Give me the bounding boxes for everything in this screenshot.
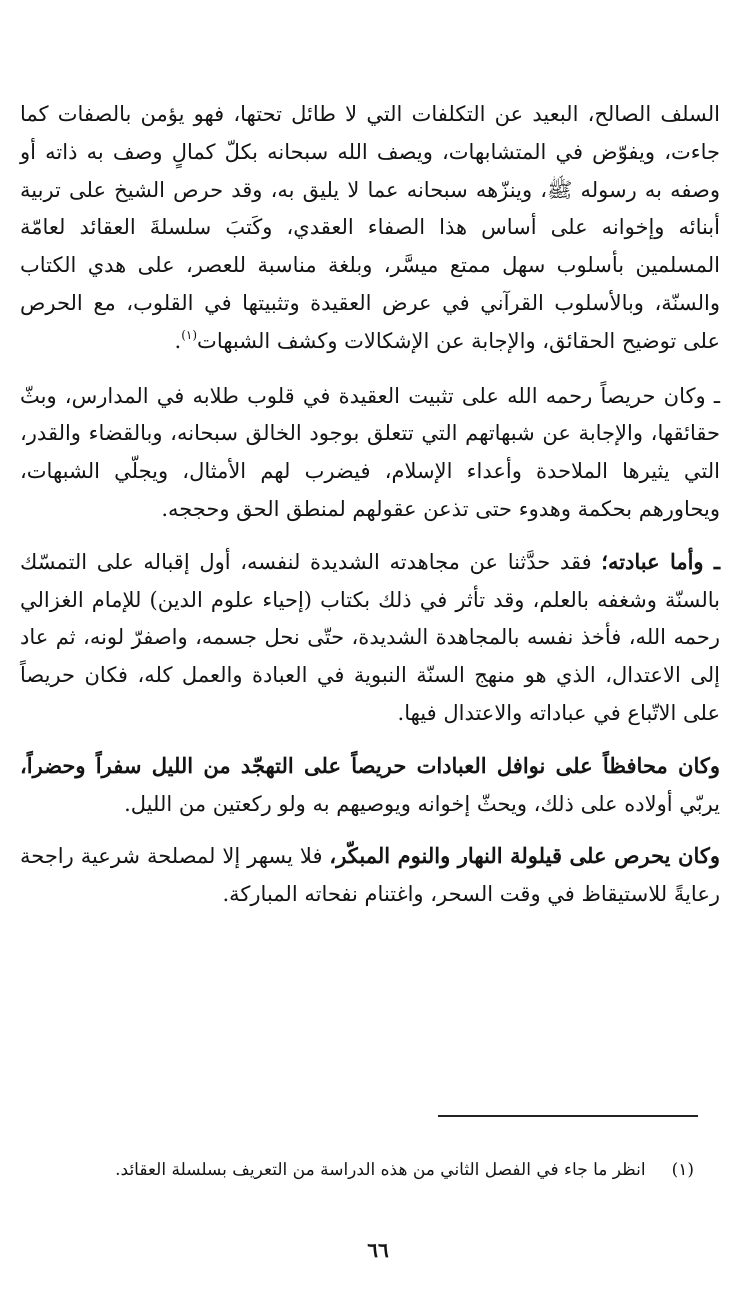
paragraph-sleep xyxy=(20,837,720,914)
paragraph-lead: وكان محافظاً على نوافل العبادات حريصاً على التهجّد من الليل سفراً وحضراً، xyxy=(20,752,720,778)
paragraph-lead: وكان يحرص على قيلولة النهار والنوم المبكّر، xyxy=(329,843,721,869)
footnote-number: (١) xyxy=(671,1160,694,1180)
paragraph-worship xyxy=(20,543,720,733)
paragraph-aqidah xyxy=(20,96,720,364)
paragraph-teaching xyxy=(20,378,720,529)
paragraph-text: يربّي أولاده على ذلك، ويحثّ إخوانه ويوصيهم به ولو ركعتين من الليل. xyxy=(124,791,720,816)
footnote-text: انظر ما جاء في الفصل الثاني من هذه الدراسة من التعريف بسلسلة العقائد. xyxy=(115,1160,646,1180)
paragraph-text: فقد حدَّثنا عن مجاهدته الشديدة لنفسه، أول إقباله على التمسّك بالسنّة وشغفه بالعلم، وقد تأثر في ذلك بكتاب (إحياء علوم الدين) للإمام الغزالي رحمه الله، فأخذ نفسه بالمجاهدة الشديدة، حتّى نحل جسمه، واصفرّ لونه، ثم عاد إلى الاعتدال، الذي هو منهج السنّة النبوية في العبادة والعمل كله، فكان حريصاً على الاتّباع في عباداته والاعتدال فيها. xyxy=(20,549,720,725)
paragraph-text: فلا يسهر إلا لمصلحة شرعية راجحة رعايةً للاستيقاظ في وقت السحر، واغتنام نفحاته المباركة. xyxy=(20,844,720,907)
footnote-reference: (١) xyxy=(181,327,198,342)
main-text xyxy=(20,96,720,914)
paragraph-lead: ـ وأما عبادته؛ xyxy=(601,548,720,574)
paragraph-text: ـ وكان حريصاً رحمه الله على تثبيت العقيدة في قلوب طلابه في المدارس، وبثّ حقائقها، والإجابة عن شبهاتهم التي تتعلق بوجود الخالق سبحانه، وبالقضاء والقدر، التي يثيرها الملاحدة وأعداء الإسلام، فيضرب لهم الأمثال، ويجلّي الشبهات، ويحاورهم بحكمة وهدوء حتى تذعن عقولهم لمنطق الحق وحججه. xyxy=(20,383,720,521)
paragraph-end: . xyxy=(174,328,182,353)
footnote xyxy=(34,1157,694,1183)
footnote-divider xyxy=(438,1115,698,1117)
paragraph-text: السلف الصالح، البعيد عن التكلفات التي لا طائل تحتها، فهو يؤمن بالصفات كما جاءت، ويفوّض في المتشابهات، ويصف الله سبحانه بكلّ كمالٍ وصف به ذاته أو وصفه به رسوله ﷺ، وينزّهه سبحانه عما لا يليق به، وقد حرص الشيخ على تربية أبنائه وإخوانه على أساس هذا الصفاء العقدي، وكَتبَ سلسلةَ العقائد لعامّة المسلمين بأسلوب سهل ممتع ميسَّر، وبلغة مناسبة للعصر، على هدي الكتاب والسنّة، وبالأسلوب القرآني في عرض العقيدة وتثبيتها في القلوب، مع الحرص على توضيح الحقائق، والإجابة عن الإشكالات وكشف الشبهات xyxy=(20,102,720,353)
page-number: ٦٦ xyxy=(367,1238,389,1262)
paragraph-night-prayer xyxy=(20,747,720,824)
